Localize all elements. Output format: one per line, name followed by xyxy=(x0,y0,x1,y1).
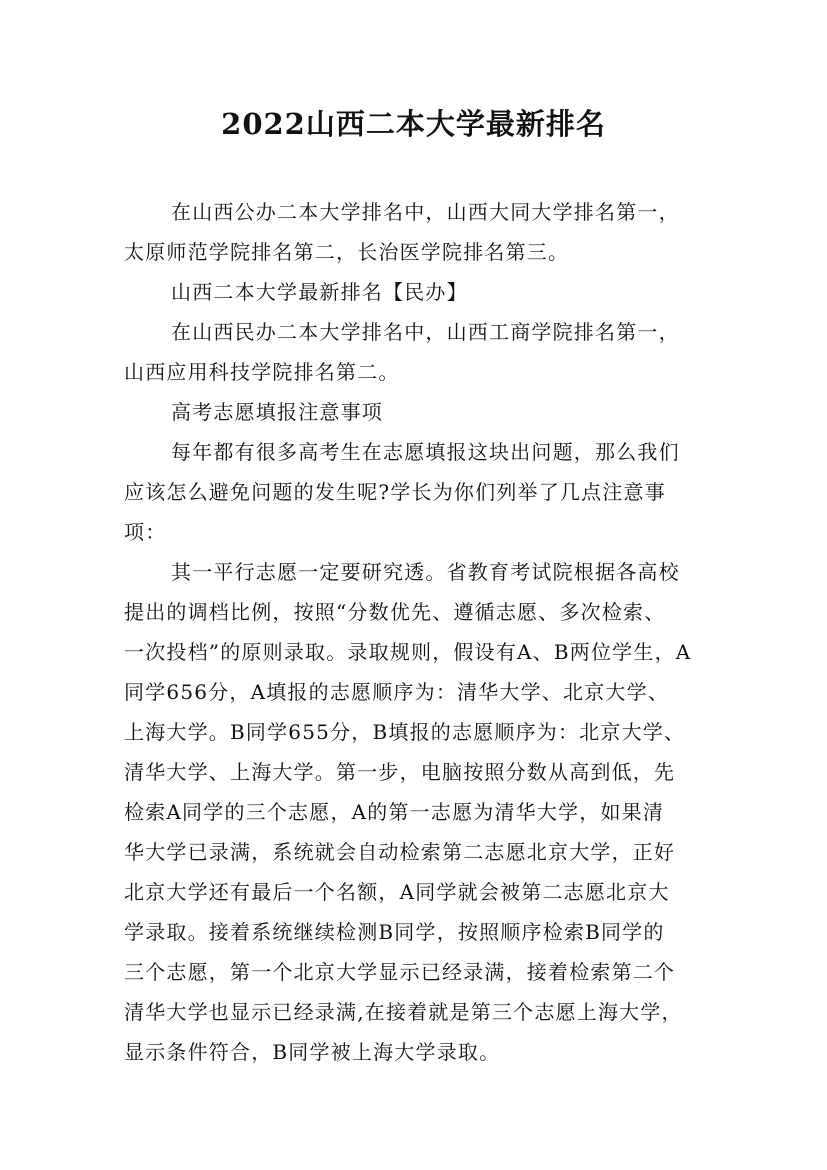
text-line: 三个志愿，第一个北京大学显示已经录满，接着检索第二个 xyxy=(124,960,676,984)
text-line: 山西应用科技学院排名第二。 xyxy=(124,360,400,384)
text-line: 太原师范学院排名第二，长治医学院排名第三。 xyxy=(124,240,570,264)
text-line: 清华大学也显示已经录满,在接着就是第三个志愿上海大学， xyxy=(124,1000,683,1024)
text-line: 应该怎么避免问题的发生呢?学长为你们列举了几点注意事 xyxy=(124,480,666,504)
text-line: 一次投档”的原则录取。录取规则，假设有A、B两位学生，A xyxy=(124,640,692,664)
text-line: 上海大学。B同学655分，B填报的志愿顺序为：北京大学、 xyxy=(124,720,686,744)
text-line: 检索A同学的三个志愿，A的第一志愿为清华大学，如果清 xyxy=(124,800,665,824)
text-line: 显示条件符合，B同学被上海大学录取。 xyxy=(124,1040,501,1064)
text-line: 提出的调档比例，按照“分数优先、遵循志愿、多次检索、 xyxy=(124,600,666,624)
text-line: 清华大学、上海大学。第一步，电脑按照分数从高到低，先 xyxy=(124,760,676,784)
section-heading: 高考志愿填报注意事项 xyxy=(171,400,383,424)
text-line: 项： xyxy=(124,520,167,544)
text-line: 同学656分，A填报的志愿顺序为：清华大学、北京大学、 xyxy=(124,680,670,704)
text-line: 其一平行志愿一定要研究透。省教育考试院根据各高校 xyxy=(171,560,680,584)
text-line: 每年都有很多高考生在志愿填报这块出问题，那么我们 xyxy=(171,440,680,464)
text-line: 学录取。接着系统继续检测B同学，按照顺序检索B同学的 xyxy=(124,920,665,944)
text-line: 在山西公办二本大学排名中，山西大同大学排名第一， xyxy=(171,200,680,224)
text-line: 华大学已录满，系统就会自动检索第二志愿北京大学，正好 xyxy=(124,840,676,864)
text-line: 北京大学还有最后一个名额，A同学就会被第二志愿北京大 xyxy=(124,880,670,904)
section-heading: 山西二本大学最新排名【民办】 xyxy=(171,280,468,304)
document-body xyxy=(124,192,730,1072)
text-line: 在山西民办二本大学排名中，山西工商学院排名第一， xyxy=(171,320,680,344)
document-title: 2022山西二本大学最新排名 xyxy=(221,107,606,141)
